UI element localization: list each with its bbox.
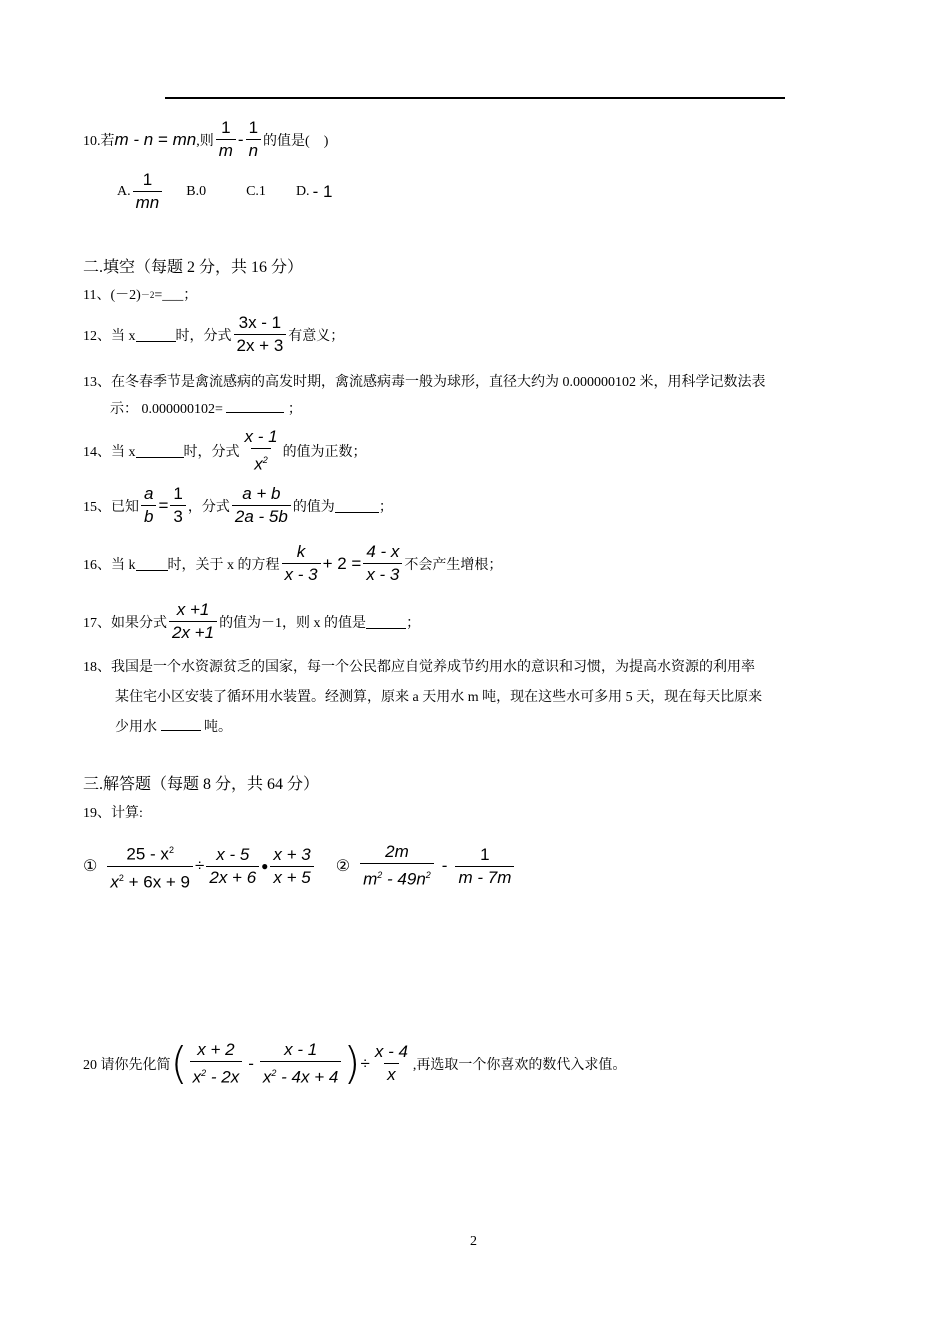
q10-cond-rhs: mn bbox=[172, 129, 197, 149]
q10-option-c: C.1 bbox=[246, 183, 266, 199]
header-rule bbox=[165, 97, 785, 99]
left-paren: ( bbox=[170, 1037, 188, 1089]
question-10: 10.若 m - n = mn ,则 $\frac{1}{m}$ - $\frac{1}{n}$ 的值是( ) bbox=[83, 118, 329, 160]
section-3-title: 三.解答题（每题 8 分，共 64 分） bbox=[83, 776, 320, 793]
q12-frac: $\frac{3x - 1}{2x + 3}$ bbox=[234, 313, 287, 356]
question-13-line-2: 示： 0.000000102= ； bbox=[110, 398, 302, 418]
q19-e2-frac-1: $\frac{2m}{m^2 - 49n^2}$ bbox=[360, 842, 434, 890]
q19-e1-frac-3: $\frac{x + 3}{x + 5}$ bbox=[270, 845, 313, 888]
q20-frac-2: $\frac{x - 1}{x^2 - 4x + 4}$ bbox=[260, 1040, 341, 1088]
q10-option-a-frac: $\frac{1}{mn}$ bbox=[133, 170, 163, 213]
q15-frac: $\frac{a + b}{2a - 5b}$ bbox=[232, 484, 291, 527]
q19-e1-frac-1: $\frac{25 - x^2}{x^2 + 6x + 9}$ bbox=[107, 840, 193, 892]
q10-tail: 的值是( ) bbox=[263, 133, 329, 149]
question-13-line-1: 13、在冬春季节是禽流感病的高发时期，禽流感病毒一般为球形，直径大约为 0.000000102 米，用科学记数法表 bbox=[83, 375, 766, 390]
q19-circle-2: ② bbox=[335, 858, 351, 876]
q14-frac: $\frac{x - 1}{x^2}$ bbox=[244, 427, 278, 474]
right-paren: ) bbox=[343, 1037, 361, 1089]
question-18-line-1: 18、我国是一个水资源贫乏的国家，每一个公民都应自觉养成节约用水的意识和习惯，为提高水资源的利用率 bbox=[83, 660, 755, 675]
q17-frac: $\frac{x +1}{2x +1}$ bbox=[169, 600, 217, 643]
question-19-expressions: ① $\frac{25 - x^2}{x^2 + 6x + 9}$ ÷ $\frac{x - 5}{2x + 6}$ ● $\frac{x + 3}{x + 5}$ ② $\frac{2m}{m^2 - 49n^2}$ - $\frac{1}{m - 7m}$ bbox=[83, 840, 516, 892]
section-2-title: 二.填空（每题 2 分，共 16 分） bbox=[83, 259, 304, 276]
question-18-line-2: 某住宅小区安装了循环用水装置。经测算，原来 a 天用水 m 吨，现在这些水可多用 5 天，现在每天比原来 bbox=[115, 690, 763, 705]
q19-e2-frac-2: $\frac{1}{m - 7m}$ bbox=[455, 845, 514, 888]
question-15: 15、已知 $\frac{a}{b}$ = $\frac{1}{3}$ ，分式 $\frac{a + b}{2a - 5b}$ 的值为 ； bbox=[83, 484, 393, 526]
question-11: 11、(－2) －2 =___； bbox=[83, 288, 198, 303]
q10-option-b: B.0 bbox=[186, 183, 207, 199]
question-12: 12、当 x 时，分式 $\frac{3x - 1}{2x + 3}$ 有意义； bbox=[83, 313, 345, 355]
q12-blank[interactable] bbox=[136, 327, 176, 342]
q16-blank[interactable] bbox=[136, 556, 168, 571]
q19-e1-frac-2: $\frac{x - 5}{2x + 6}$ bbox=[206, 845, 259, 888]
question-17: 17、如果分式 $\frac{x +1}{2x +1}$ 的值为－1，则 x 的值是 ； bbox=[83, 600, 421, 642]
q10-frac-2: $\frac{1}{n}$ bbox=[246, 118, 261, 161]
question-16: 16、当 k 时，关于 x 的方程 $\frac{k}{x - 3}$ + 2 = $\frac{4 - x}{x - 3}$ 不会产生增根； bbox=[83, 542, 503, 584]
question-20: 20 请你先化简 ( $\frac{x + 2}{x^2 - 2x}$ - $\frac{x - 1}{x^2 - 4x + 4}$ ) ÷ $\frac{x - 4}{x}$ ,再选取一个你喜欢的数代入求值。 bbox=[83, 1037, 627, 1089]
question-10-options bbox=[117, 170, 332, 213]
q13-blank[interactable] bbox=[226, 398, 284, 413]
q10-option-d-value: - 1 bbox=[312, 181, 333, 201]
q18-blank[interactable] bbox=[161, 716, 201, 731]
question-14: 14、当 x 时，分式 $\frac{x - 1}{x^2}$ 的值为正数； bbox=[83, 427, 367, 474]
q15-blank[interactable] bbox=[335, 498, 379, 513]
q20-frac-1: $\frac{x + 2}{x^2 - 2x}$ bbox=[190, 1040, 243, 1088]
q19-circle-1: ① bbox=[83, 858, 98, 876]
q10-option-a-label: A. bbox=[117, 183, 131, 199]
q16-frac-2: $\frac{4 - x}{x - 3}$ bbox=[363, 542, 402, 585]
q15-frac-ab: $\frac{a}{b}$ bbox=[141, 484, 156, 527]
question-19-lead: 19、计算: bbox=[83, 806, 143, 821]
q10-option-d-label: D. bbox=[295, 183, 310, 199]
q10-mid: ,则 bbox=[196, 133, 214, 149]
question-18-line-3: 少用水 吨。 bbox=[115, 716, 232, 736]
q10-frac-1: $\frac{1}{m}$ bbox=[216, 118, 236, 161]
q10-minus: - bbox=[237, 129, 244, 149]
q15-frac-third: $\frac{1}{3}$ bbox=[170, 484, 185, 527]
q20-frac-3: $\frac{x - 4}{x}$ bbox=[374, 1042, 408, 1085]
q10-cond-lhs: m - n bbox=[114, 129, 154, 149]
q16-frac-1: $\frac{k}{x - 3}$ bbox=[282, 542, 321, 585]
q10-lead: 10.若 bbox=[83, 133, 115, 149]
page-number: 2 bbox=[470, 1234, 477, 1249]
q14-blank[interactable] bbox=[136, 443, 184, 458]
q17-blank[interactable] bbox=[366, 614, 406, 629]
